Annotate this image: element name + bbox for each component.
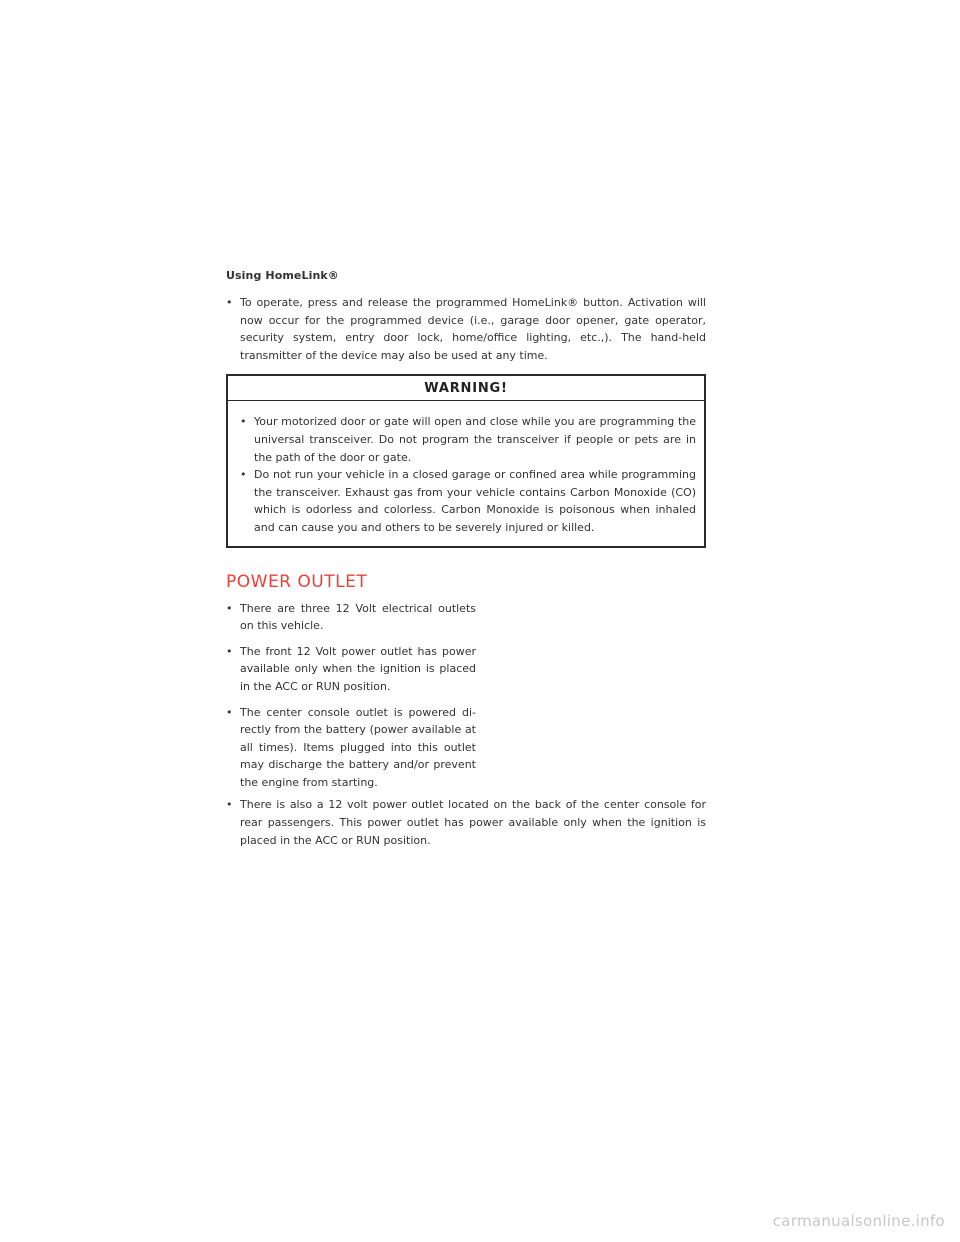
manual-page — [226, 268, 706, 857]
warning-box — [226, 374, 706, 547]
warning-bullet-2: • Do not run your vehicle in a closed garage or confined area while programming the transceiver. Exhaust gas from your vehicle contains Carbon Monoxide (CO) which is odorless and colorless. Carbon Monoxide is poisonous when inhaled and can cause you and others to be severely injured or killed. — [240, 466, 696, 536]
watermark: carmanualsonline.info — [772, 1212, 945, 1230]
power-outlet-bullet-list — [226, 600, 706, 850]
warning-body — [228, 401, 704, 545]
warning-bullet-1: • Your motorized door or gate will open and close while you are programming the universal transceiver. Do not program the transceiver if people or pets are in the path of the door or gate. — [240, 413, 696, 466]
power-outlet-title: POWER OUTLET — [226, 571, 368, 592]
outlet-bullet-2: • The front 12 Volt power outlet has power available only when the ignition is placed in the ACC or RUN position. — [226, 643, 476, 696]
warning-bullet-list — [240, 413, 696, 536]
outlet-bullet-4: • There is also a 12 volt power outlet located on the back of the center console for rear passengers. This power outlet has power available only when the ignition is placed in the ACC or RUN position. — [226, 796, 706, 849]
outlet-bullet-1: • There are three 12 Volt electrical outlets on this vehicle. — [226, 600, 476, 635]
outlet-bullet-3: • The center console outlet is powered di-rectly from the battery (power available at all times). Items plugged into this outlet may discharge the battery and/or prevent the engine from starting. — [226, 704, 476, 792]
homelink-bullet: • To operate, press and release the programmed HomeLink® button. Activation will now occur for the programmed device (i.e., garage door opener, gate operator, security system, entry door lock, home/office lighting, etc.,). The hand-held transmitter of the device may also be used at any time. — [226, 294, 706, 364]
homelink-bullet-list — [226, 294, 706, 364]
warning-title: WARNING! — [228, 376, 704, 401]
homelink-heading: Using HomeLink® — [226, 269, 339, 282]
